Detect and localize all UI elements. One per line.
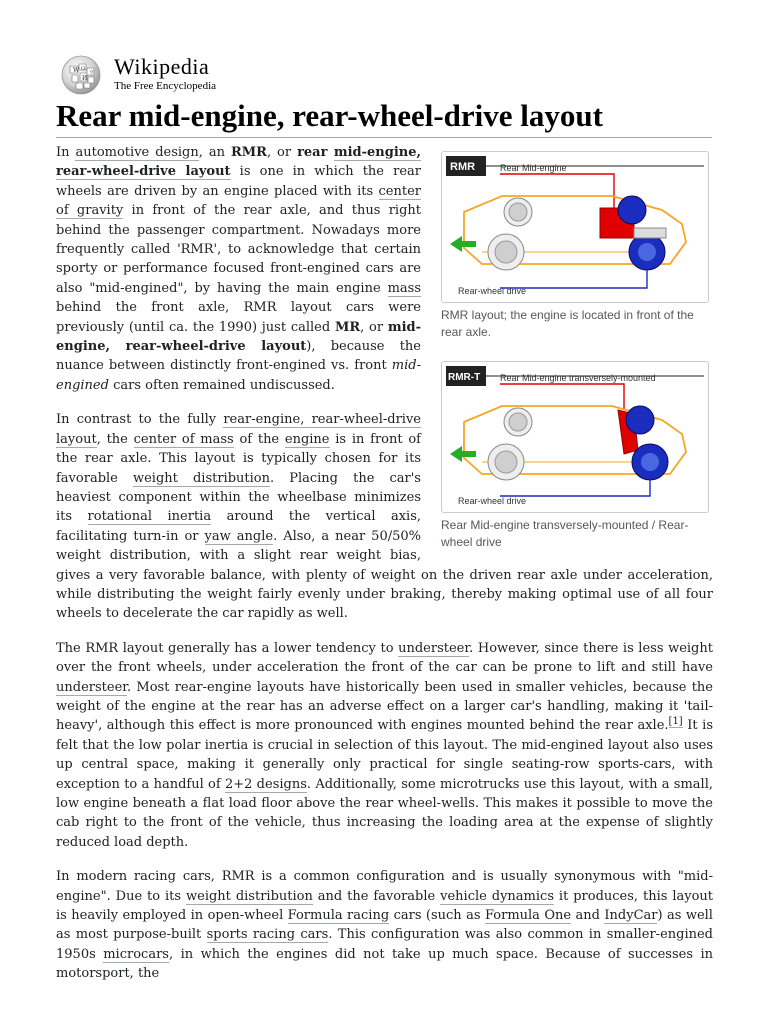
paragraph <box>56 639 713 852</box>
hub <box>495 451 517 473</box>
text-run: around the vertical axis, facilitating turn-in or <box>56 509 422 544</box>
article-link[interactable]: Formula One <box>484 908 572 924</box>
article-link[interactable]: IndyCar <box>604 908 658 924</box>
hub <box>641 453 659 471</box>
text-run: behind the front axle, RMR layout cars were previously (until ca. the 1990) just called <box>56 300 421 335</box>
text-run: is in front of the rear axle. This layout is typically chosen for its favorable <box>56 431 421 486</box>
tagline: The Free Encyclopedia <box>114 80 217 92</box>
text-run: It is felt that the low polar inertia is crucial in selection of this layout. The mid-engined layout also uses up central space, making it generally only practical for single seating-row sports-cars, with exception to a handful of <box>56 718 714 792</box>
article-link[interactable]: weight distribution <box>132 470 270 486</box>
figure-rmr-t[interactable] <box>441 361 713 551</box>
article-link[interactable]: center of gravity <box>56 183 421 219</box>
diagram-badge: RMR-T <box>448 372 481 383</box>
article-link[interactable]: vehicle dynamics <box>440 888 554 904</box>
hub <box>638 243 656 261</box>
text-run: ) as well as most purpose-built <box>56 908 713 943</box>
driven-wheel-rear-left <box>626 406 654 434</box>
text-run: In <box>56 145 76 160</box>
hub <box>509 413 527 431</box>
article-link[interactable]: Formula racing <box>287 908 390 924</box>
diagram-top-label: Rear Mid-engine transversely-mounted <box>500 373 656 383</box>
text-run: MR <box>334 319 361 335</box>
text-run: rear <box>297 145 334 160</box>
article-link[interactable]: understeer <box>56 679 128 695</box>
text-run: , the <box>96 431 134 447</box>
article-link[interactable]: [1] <box>668 716 683 728</box>
text-run: . Most rear-engine layouts have historically been used in smaller vehicles, because the weight of the engine at the rear has an adverse effect on a larger car's handling, making it 'tail-heavy', although this effect is more pronounced with engines mounted behind the rear axle. <box>56 679 713 734</box>
driven-wheel-rear-left <box>618 196 646 224</box>
rear-axle <box>634 228 666 238</box>
article-link[interactable]: automotive design <box>75 145 199 160</box>
figure-image[interactable] <box>441 361 709 513</box>
text-run: , or <box>266 145 298 160</box>
page-title: Rear mid-engine, rear-wheel-drive layout <box>56 96 712 138</box>
diagram-bottom-label: Rear-wheel drive <box>458 286 527 296</box>
svg-text:Ω: Ω <box>81 66 86 72</box>
figure-image[interactable] <box>441 151 709 303</box>
article-link[interactable]: rotational inertia <box>87 509 212 525</box>
article-link[interactable]: mass <box>387 280 421 296</box>
text-run: , in which the engines did not take up much space. Because of successes in motorsport, the <box>56 946 713 982</box>
text-run: , an <box>198 145 231 160</box>
article-link[interactable]: center of mass <box>133 431 234 447</box>
text-run: . Placing the car's heaviest component within the wheelbase minimizes its <box>56 470 421 525</box>
text-run: and <box>571 908 605 924</box>
text-run: is one in which the rear wheels are driven by an engine placed with its <box>56 164 421 199</box>
text-run: . However, since there is less weight over the front wheels, under acceleration the front of the car can be prone to lift and still have <box>56 640 713 676</box>
text-run: , or <box>360 319 388 335</box>
article-link[interactable]: 2+2 designs <box>224 776 307 792</box>
article-link[interactable]: weight distribution <box>186 888 313 904</box>
paragraph <box>56 867 713 983</box>
brand[interactable] <box>114 56 216 93</box>
text-run: . Also, a near 50/50% weight distribution, with a slight rear weight bias, gives a very favorable balance, with plenty of weight on the driven rear axle under acceleration, while distributing the weight fairly evenly under braking, thereby making optimal use of all four wheels to decelerate the car rapidly as well. <box>56 528 713 622</box>
text-run: of the <box>233 431 285 447</box>
article-link[interactable]: yaw angle <box>204 528 274 544</box>
text-run: cars (such as <box>389 908 485 924</box>
diagram-top-label: Rear Mid-engine <box>500 163 567 173</box>
text-run: . This configuration was also common in smaller-engined 1950s <box>56 927 714 962</box>
text-run: RMR <box>230 145 267 160</box>
figure-caption: Rear Mid-engine transversely-mounted / Rear-wheel drive <box>441 518 689 549</box>
article-link[interactable]: rear-engine, rear-wheel-drive layout <box>56 412 422 447</box>
text-run: The RMR layout generally has a lower tendency to <box>56 640 399 656</box>
text-run: In contrast to the fully <box>56 412 224 428</box>
wordmark[interactable]: Wikipedia <box>114 54 210 79</box>
text-run: in front of the rear axle, and thus right behind the passenger compartment. Nowadays more frequently called 'RMR', to acknowledge that certain sporty or performance focused front-engined cars are also "mid-engined", by having the main engine <box>56 203 421 296</box>
diagram-bottom-label: Rear-wheel drive <box>458 496 527 506</box>
svg-text:ウ: ウ <box>89 70 95 76</box>
svg-text:W: W <box>73 67 80 74</box>
hub <box>509 203 527 221</box>
figure-caption: RMR layout; the engine is located in front of the rear axle. <box>441 308 694 339</box>
text-run: ), because the nuance between distinctly front-engined vs. front <box>56 339 421 374</box>
direction-arrow-icon <box>450 446 476 462</box>
direction-arrow-icon <box>450 236 476 252</box>
wikipedia-globe-icon[interactable] <box>56 52 106 96</box>
text-run: mid-engine, rear-wheel-drive layout <box>56 319 421 355</box>
text-run: and the favorable <box>312 888 441 904</box>
article-link[interactable]: microcars <box>103 946 169 962</box>
article-link[interactable]: mid-engine, rear-wheel-drive layout <box>56 145 422 180</box>
text-run: In modern racing cars, RMR is a common configuration and is usually synonymous with "mid-engine". Due to its <box>56 869 713 904</box>
text-run: . Additionally, some microtrucks use this layout, with a small, low engine beneath a flat load floor above the rear wheel-wells. This makes it possible to move the cab right to the front of the vehicle, thus increasing the loading area at the expense of slightly reduced load depth. <box>56 776 713 850</box>
svg-text:И: И <box>82 75 88 82</box>
text-run: it produces, this layout is heavily employed in open-wheel <box>56 888 713 924</box>
rmr-t-diagram <box>442 362 708 512</box>
article-body <box>56 143 713 999</box>
article-link[interactable]: understeer <box>398 640 470 656</box>
article-link[interactable]: sports racing cars <box>206 927 329 943</box>
text-run: mid-engined <box>56 358 421 393</box>
figure-rmr[interactable] <box>441 151 713 341</box>
rmr-diagram <box>442 152 708 302</box>
diagram-badge: RMR <box>450 161 476 173</box>
hub <box>495 241 517 263</box>
drive-leader-line <box>500 480 650 496</box>
article-link[interactable]: engine <box>284 431 330 447</box>
text-run: cars often remained undiscussed. <box>108 377 335 393</box>
